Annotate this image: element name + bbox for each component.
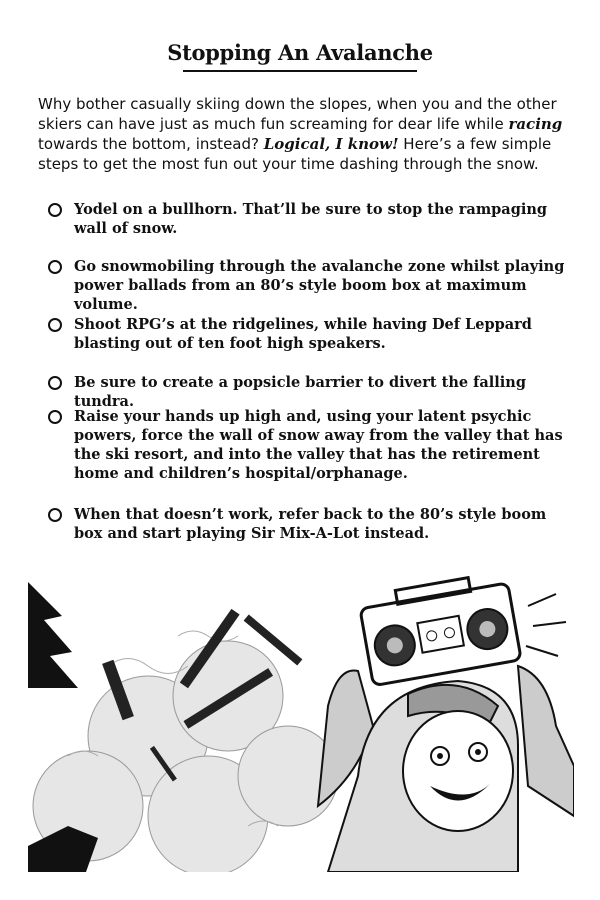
bullet-circle-icon: [48, 410, 62, 424]
step-text: Yodel on a bullhorn. That’ll be sure to stop the rampaging wall of snow.: [74, 201, 548, 237]
bullet-circle-icon: [48, 376, 62, 390]
step-text: Raise your hands up high and, using your latent psychic powers, force the wall of snow away from the valley that has the ski resort, and into the valley that has the retirement home and children’s hospital/orphanage.: [74, 408, 563, 482]
bullet-circle-icon: [48, 318, 62, 332]
avalanche-illustration: [28, 576, 574, 872]
step-text: Shoot RPG’s at the ridgelines, while having Def Leppard blasting out of ten foot high speakers.: [74, 316, 532, 352]
intro-emphasis-racing: racing: [508, 115, 563, 133]
intro-emphasis-logical: Logical, I know!: [263, 135, 399, 153]
intro-text-3: Here’s a few simple steps to get the most fun out your time dashing through the snow.: [38, 135, 552, 173]
list-item: [48, 407, 568, 483]
step-text: Be sure to create a popsicle barrier to divert the falling tundra.: [74, 374, 526, 410]
illustration-svg: [28, 576, 574, 872]
list-item: [48, 315, 568, 353]
bullet-circle-icon: [48, 260, 62, 274]
page-title: Stopping An Avalanche: [167, 40, 433, 65]
list-item: [48, 200, 568, 238]
step-text: Go snowmobiling through the avalanche zone whilst playing power ballads from an 80’s style boom box at maximum volume.: [74, 258, 565, 313]
intro-text-1: Why bother casually skiing down the slopes, when you and the other skiers can have just as much fun screaming for dear life while: [38, 95, 557, 133]
title-underline: [183, 70, 417, 72]
list-item: [48, 373, 568, 411]
list-item: [48, 505, 568, 543]
intro-paragraph: [38, 94, 578, 174]
step-text: When that doesn’t work, refer back to the 80’s style boom box and start playing Sir Mix-A-Lot instead.: [74, 506, 547, 542]
bullet-circle-icon: [48, 203, 62, 217]
bullet-circle-icon: [48, 508, 62, 522]
list-item: [48, 257, 568, 314]
intro-text-2: towards the bottom, instead?: [38, 135, 264, 153]
